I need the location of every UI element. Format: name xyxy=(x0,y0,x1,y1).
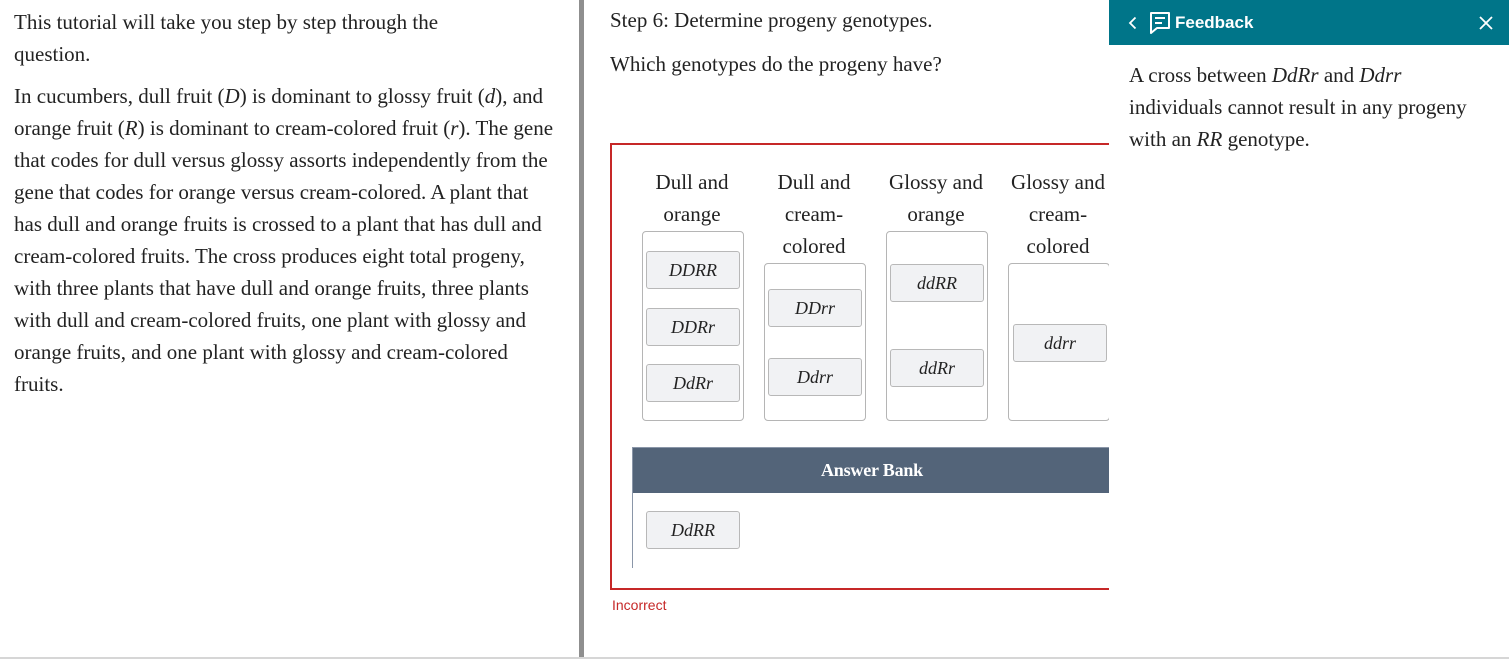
chevron-left-icon[interactable] xyxy=(1123,11,1141,35)
feedback-message xyxy=(1109,45,1509,155)
drop-zone-glossy-orange[interactable] xyxy=(886,231,988,421)
category-label: Dull and cream-colored xyxy=(777,170,851,258)
problem-text-part: ) is dominant to cream-colored fruit ( xyxy=(137,116,451,140)
genotype-term: RR xyxy=(1196,127,1223,151)
problem-text xyxy=(14,80,554,400)
feedback-panel xyxy=(1109,0,1509,659)
drop-zone-dull-orange[interactable] xyxy=(642,231,744,421)
genotype-chip[interactable]: ddrr xyxy=(1013,324,1107,362)
category-label: Dull and orange xyxy=(655,170,729,226)
close-icon[interactable] xyxy=(1475,12,1497,34)
answer-bank xyxy=(632,447,1109,568)
problem-text-part: ). The gene that codes for dull versus glossy assorts independently from the gene that codes for orange versus cream-colored. A plant that has dull and orange fruits is crossed to a plant that has dull and cream-colored fruits. The cross produces eight total progeny, with three plants that have dull and orange fruits, three plants with dull and cream-colored fruits, one plant with glossy and orange fruits, and one plant with glossy and cream-colored fruits. xyxy=(14,116,554,396)
genotype-chip[interactable]: DDRr xyxy=(646,308,740,346)
category-label: Glossy and cream-colored xyxy=(1011,170,1105,258)
tutorial-pane xyxy=(0,0,579,659)
feedback-text-part: genotype. xyxy=(1222,127,1310,151)
drop-zone-dull-cream[interactable] xyxy=(764,263,866,421)
genotype-term: Ddrr xyxy=(1359,63,1402,87)
category-column-glossy-cream xyxy=(1007,166,1109,262)
status-incorrect: Incorrect xyxy=(612,597,667,613)
genotype-chip[interactable]: DDrr xyxy=(768,289,862,327)
feedback-text-part: A cross between xyxy=(1129,63,1272,87)
feedback-icon xyxy=(1149,10,1171,36)
answer-bank-title: Answer Bank xyxy=(633,448,1109,493)
step-question: Which genotypes do the progeny have? xyxy=(610,52,942,76)
category-column-dull-cream xyxy=(763,166,865,262)
genotype-chip[interactable]: ddRr xyxy=(890,349,984,387)
answer-bank-body[interactable] xyxy=(633,493,1109,568)
problem-text-part: In cucumbers, dull fruit ( xyxy=(14,84,225,108)
genotype-chip[interactable]: DdRR xyxy=(646,511,740,549)
allele-symbol: d xyxy=(484,84,496,108)
drag-drop-question xyxy=(610,143,1109,590)
genotype-chip[interactable]: ddRR xyxy=(890,264,984,302)
feedback-text-part: and xyxy=(1318,63,1360,87)
category-column-dull-orange xyxy=(641,166,743,230)
drop-zone-glossy-cream[interactable] xyxy=(1008,263,1109,421)
problem-text-part: ), and orange fruit ( xyxy=(14,84,544,140)
feedback-title: Feedback xyxy=(1175,12,1254,32)
category-label: Glossy and orange xyxy=(889,170,983,226)
feedback-header xyxy=(1109,0,1509,45)
problem-text-part: ) is dominant to glossy fruit ( xyxy=(239,84,485,108)
category-column-glossy-orange xyxy=(885,166,987,230)
allele-symbol: R xyxy=(124,116,138,140)
genotype-chip[interactable]: DdRr xyxy=(646,364,740,402)
step-title: Step 6: Determine progeny genotypes. xyxy=(610,8,933,32)
allele-symbol: D xyxy=(224,84,240,108)
genotype-chip[interactable]: Ddrr xyxy=(768,358,862,396)
feedback-text-part: individuals cannot result in any progeny with an xyxy=(1129,95,1467,151)
tutorial-intro: This tutorial will take you step by step through the question. xyxy=(14,10,439,66)
genotype-term: DdRr xyxy=(1271,63,1319,87)
allele-symbol: r xyxy=(450,116,459,140)
question-pane xyxy=(584,0,1109,659)
genotype-chip[interactable]: DDRR xyxy=(646,251,740,289)
